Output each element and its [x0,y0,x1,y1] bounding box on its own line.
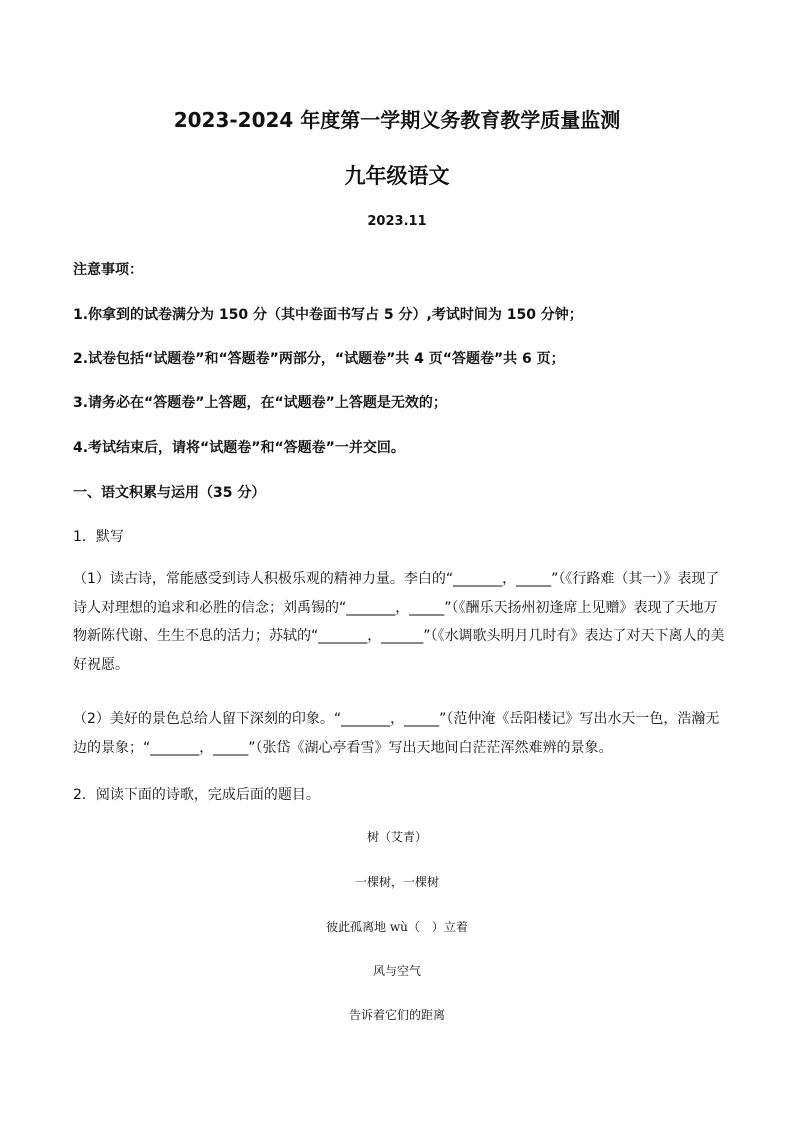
question-2-label: 2．阅读下面的诗歌，完成后面的题目。 [73,787,320,803]
poem-line: 告诉着它们的距离 [348,1008,445,1022]
notice-item: 3.请务必在“答题卷”上答题，在“试题卷”上答题是无效的； [73,395,447,411]
question-1-part-1: （1）读古诗，常能感受到诗人积极乐观的精神力量。李白的“_______，_____”（《行路难（其一）》表现了诗人对理想的追求和必胜的信念；刘禹锡的“_______，_____”（《酬乐天扬州初逢席上见赠》表现了天地万物新陈代谢、生生不息的活力；苏轼的“_______，______”（《水调歌头明月几时有》表达了对天下离人的美好祝愿。 [73,571,725,673]
exam-subtitle: 九年级语文 [344,164,450,188]
poem-title: 树（艾青） [366,830,427,844]
poem-line: 彼此孤离地 wù（ ）立着 [326,920,468,934]
poem-line: 一棵树，一棵树 [354,875,439,889]
poem-line: 风与空气 [372,964,421,978]
question-1-label: 1．默写 [73,529,124,545]
question-1-part-2: （2）美好的景色总给人留下深刻的印象。“_______，_____”（范仲淹《岳阳楼记》写出水天一色，浩瀚无边的景象；“_______，_____”（张岱《湖心亭看雪》写出天地间白茫茫浑然难辨的景象。 [73,711,720,756]
exam-date: 2023.11 [367,214,427,229]
notice-item: 4.考试结束后，请将“试题卷”和“答题卷”一并交回。 [73,440,405,456]
notice-item: 2.试卷包括“试题卷”和“答题卷”两部分，“试题卷”共 4 页“答题卷”共 6 页； [73,351,565,367]
section-heading: 一、语文积累与运用（35 分） [73,485,266,501]
exam-title: 2023-2024 年度第一学期义务教育教学质量监测 [173,108,621,132]
notice-item: 1.你拿到的试卷满分为 150 分（其中卷面书写占 5 分）,考试时间为 150 分钟； [73,307,583,323]
notice-heading: 注意事项： [73,262,143,278]
